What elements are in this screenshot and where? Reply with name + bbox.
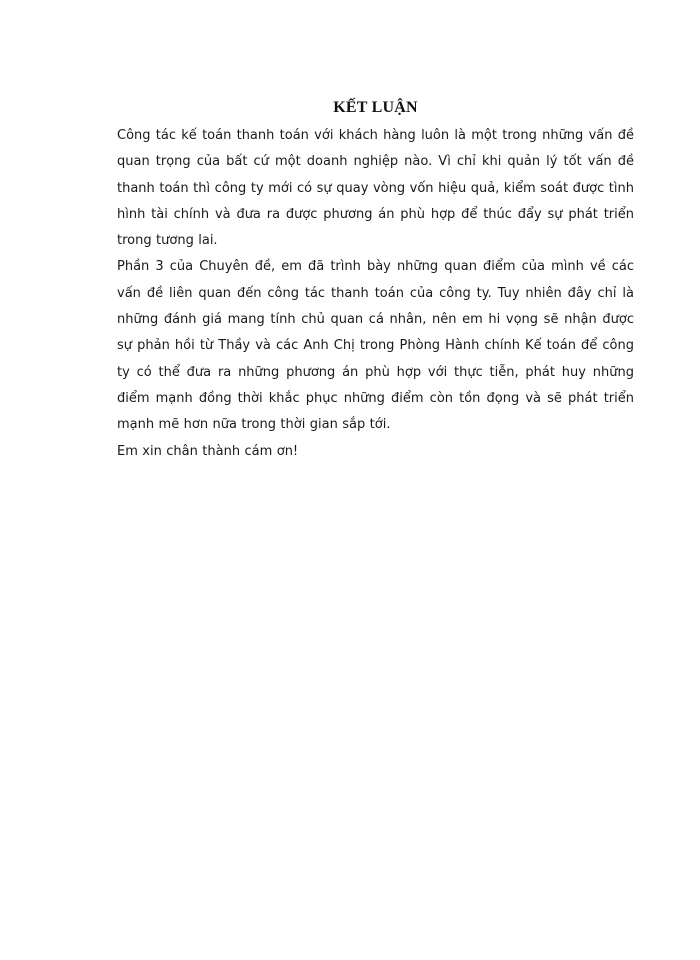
page-title: KẾT LUẬN bbox=[333, 99, 418, 116]
paragraph-thanks: Em xin chân thành cám ơn! bbox=[117, 443, 299, 459]
paragraph-intro: Công tác kế toán thanh toán với khách hàng luôn là một trong những vấn đề quan trọng của bất cứ một doanh nghiệp nào. Vì chỉ khi quản lý tốt vấn đề thanh toán thì công ty mới có sự quay vòng vốn hiệu quả, kiểm soát được tình hình tài chính và đưa ra được phương án phù hợp để thúc đẩy sự phát triển trong tương lai. bbox=[117, 128, 634, 249]
paragraph-part3: Phần 3 của Chuyên đề, em đã trình bày những quan điểm của mình về các vấn đề liên quan đến công tác thanh toán của công ty. Tuy nhiên đây chỉ là những đánh giá mang tính chủ quan cá nhân, nên em hi vọng sẽ nhận được sự phản hồi từ Thầy và các Anh Chị trong Phòng Hành chính Kế toán để công ty có thể đưa ra những phương án phù hợp với thực tiễn, phát huy những điểm mạnh đồng thời khắc phục những điểm còn tồn đọng và sẽ phát triển mạnh mẽ hơn nữa trong thời gian sắp tới. bbox=[117, 259, 634, 433]
document-body bbox=[117, 98, 634, 465]
